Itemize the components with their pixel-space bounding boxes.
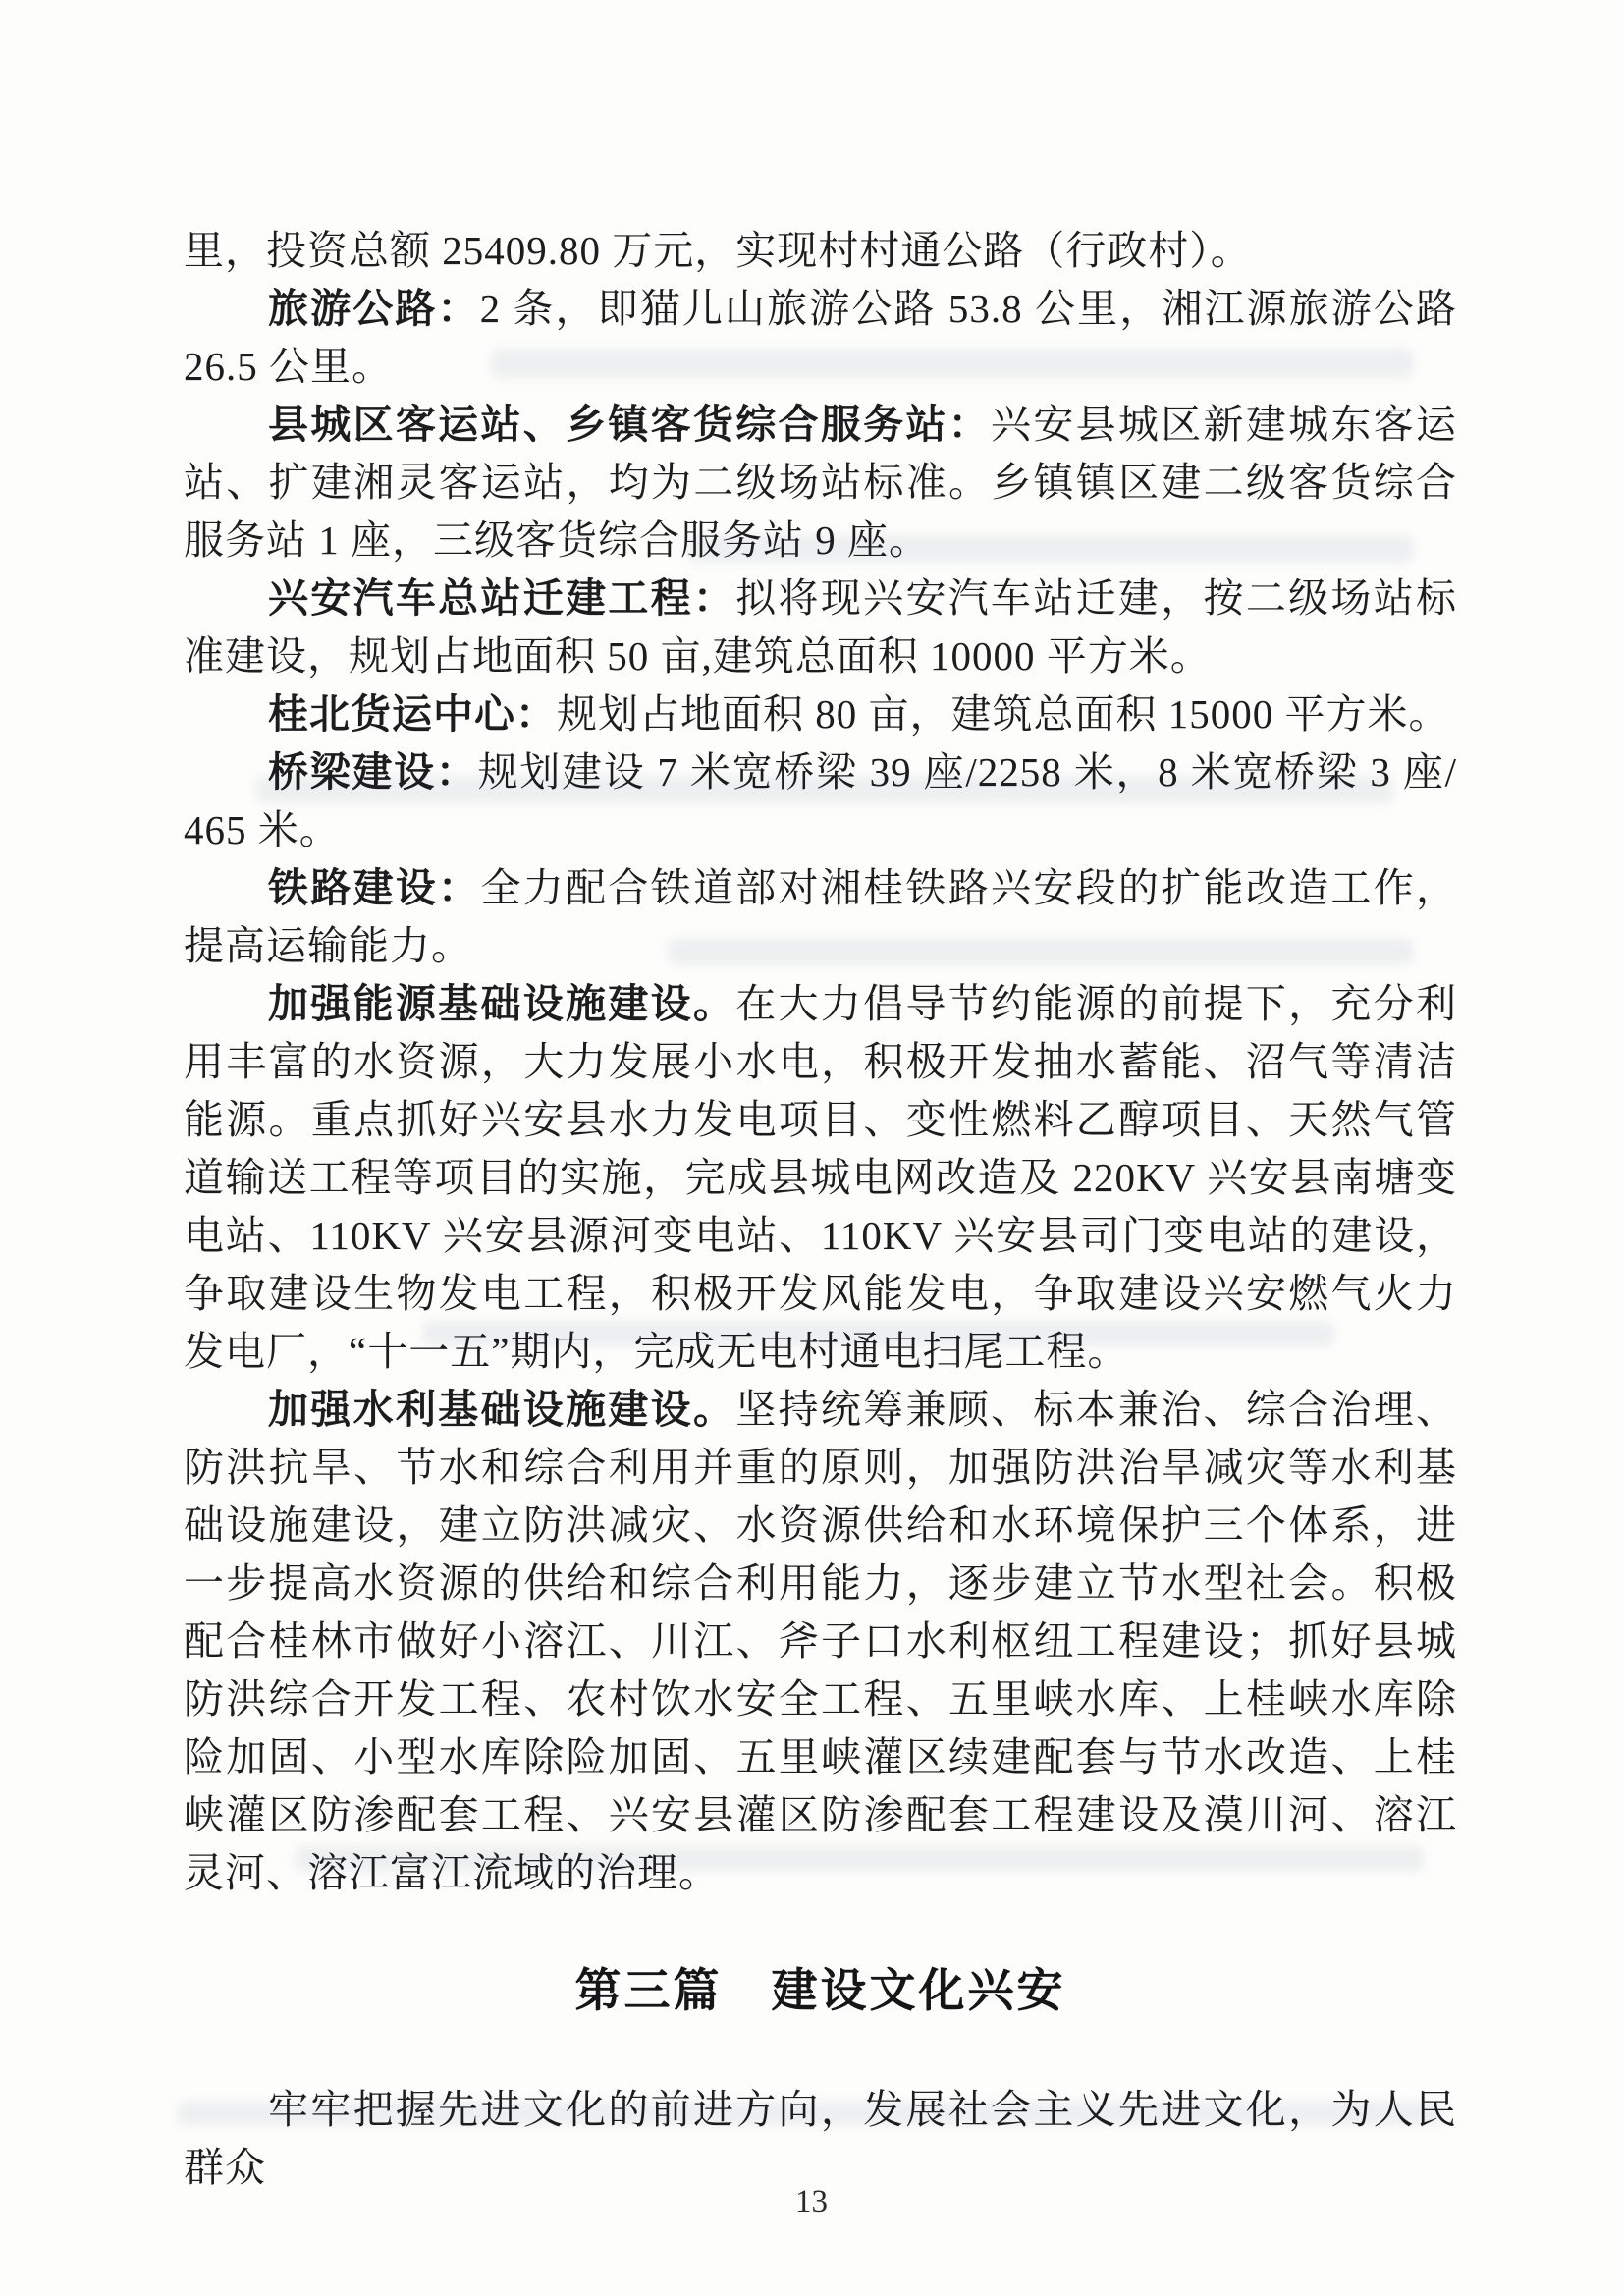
section-heading: 第三篇 建设文化兴安 — [574, 1964, 1066, 2016]
body-paragraph — [184, 975, 1457, 1381]
paragraph-text: 里，投资总额 25409.80 万元，实现村村通公路（行政村）。 — [184, 228, 1252, 273]
document-body — [184, 222, 1457, 2197]
paragraph-lead: 桥梁建设： — [268, 749, 478, 794]
paragraph-lead: 旅游公路： — [268, 286, 480, 331]
paragraph-text: 规划建设 7 米宽桥梁 39 座/2258 米，8 米宽桥梁 3 座/465 米。 — [184, 749, 1458, 852]
paragraph-lead: 兴安汽车总站迁建工程： — [268, 575, 736, 621]
paragraph-lead: 铁路建设： — [268, 865, 481, 910]
paragraph-lead: 加强能源基础设施建设。 — [268, 981, 736, 1026]
paragraph-text: 规划占地面积 80 亩，建筑总面积 15000 平方米。 — [557, 691, 1450, 737]
paragraph-text: 2 条，即猫儿山旅游公路 53.8 公里，湘江源旅游公路 26.5 公里。 — [184, 286, 1458, 389]
body-paragraph — [184, 685, 1457, 743]
body-paragraph — [184, 280, 1457, 396]
closing-paragraph: 牢牢把握先进文化的前进方向，发展社会主义先进文化，为人民群众 — [184, 2087, 1457, 2190]
body-paragraph — [184, 396, 1457, 570]
body-paragraph — [184, 743, 1457, 859]
paragraph-lead: 加强水利基础设施建设。 — [268, 1387, 736, 1432]
paragraph-text: 拟将现兴安汽车站迁建，按二级场站标准建设，规划占地面积 50 亩,建筑总面积 10000 平方米。 — [184, 575, 1458, 679]
paragraph-text: 全力配合铁道部对湘桂铁路兴安段的扩能改造工作，提高运输能力。 — [184, 865, 1458, 968]
body-paragraph — [184, 859, 1457, 975]
paragraph-text: 坚持统筹兼顾、标本兼治、综合治理、防洪抗旱、节水和综合利用并重的原则，加强防洪治旱减灾等水利基础设施建设，建立防洪减灾、水资源供给和水环境保护三个体系，进一步提高水资源的供给和综合利用能力，逐步建立节水型社会。积极配合桂林市做好小溶江、川江、斧子口水利枢纽工程建设；抓好县城防洪综合开发工程、农村饮水安全工程、五里峡水库、上桂峡水库除险加固、小型水库除险加固、五里峡灌区续建配套与节水改造、上桂峡灌区防渗配套工程、兴安县灌区防渗配套工程建设及漠川河、溶江灵河、溶江富江流域的治理。 — [184, 1387, 1458, 1895]
paragraph-text: 在大力倡导节约能源的前提下，充分利用丰富的水资源，大力发展小水电，积极开发抽水蓄能、沼气等清洁能源。重点抓好兴安县水力发电项目、变性燃料乙醇项目、天然气管道输送工程等项目的实施，完成县城电网改造及 220KV 兴安县南塘变电站、110KV 兴安县源河变电站、110KV 兴安县司门变电站的建设，争取建设生物发电工程，积极开发风能发电，争取建设兴安燃气火力发电厂，“十一五”期内，完成无电村通电扫尾工程。 — [184, 981, 1458, 1374]
page-number: 13 — [795, 2184, 828, 2219]
body-paragraph — [184, 570, 1457, 685]
paragraph-lead: 县城区客运站、乡镇客货综合服务站： — [268, 402, 992, 447]
paragraph-text: 兴安县城区新建城东客运站、扩建湘灵客运站，均为二级场站标准。乡镇镇区建二级客货综合服务站 1 座，三级客货综合服务站 9 座。 — [184, 402, 1458, 563]
body-paragraph — [184, 1381, 1457, 1902]
paragraph-lead: 桂北货运中心： — [268, 691, 557, 737]
body-paragraph — [184, 222, 1457, 280]
